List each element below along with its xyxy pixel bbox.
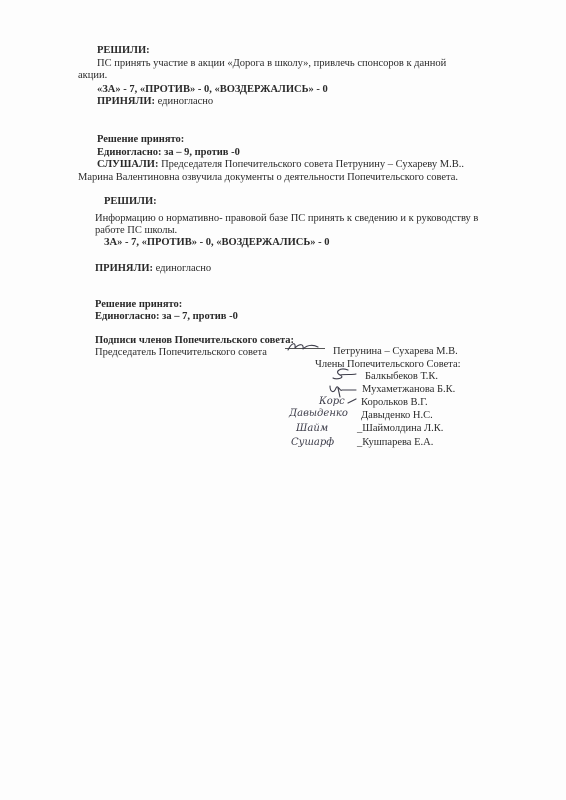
member-name: _Шаймолдина Л.К. (357, 423, 444, 434)
accepted-label: ПРИНЯЛИ: (97, 96, 155, 107)
chair-label: Председатель Попечительского совета (95, 347, 267, 358)
decision-text-line: акции. (78, 70, 108, 81)
heard-text-line: Марина Валентиновна озвучила документы о деятельности Попечительского совета. (78, 172, 459, 183)
heard-text: Председателя Попечительского совета Петрунину – Сухареву М.В.. (161, 159, 464, 170)
chair-name: Петрунина – Сухарева М.В. (333, 346, 458, 357)
accepted-line (95, 262, 211, 275)
member-signature-text: Давыденко (289, 408, 348, 419)
members-label: Члены Попечительского Совета: (315, 359, 461, 370)
member-signature (330, 366, 360, 382)
vote-line: ЗА» - 7, «ПРОТИВ» - 0, «ВОЗДЕРЖАЛИСЬ» - 0 (104, 237, 330, 248)
decision-accepted-heading: Решение принято: (97, 134, 185, 145)
decision-text-line: работе ПС школы. (95, 225, 178, 236)
accepted-line (97, 95, 213, 108)
decision-accepted-heading: Решение принято: (95, 299, 183, 310)
member-name: Мухаметжанова Б.К. (362, 384, 456, 395)
accepted-value: единогласно (155, 263, 212, 274)
decided-heading: РЕШИЛИ: (104, 196, 157, 207)
member-name: Балкыбеков Т.К. (365, 371, 439, 382)
heard-line (97, 158, 464, 171)
member-signature (290, 432, 346, 450)
unanimous-line: Единогласно: за – 7, против -0 (95, 311, 238, 322)
member-signature-text: Шайм (296, 423, 329, 434)
member-name: Корольков В.Г. (361, 397, 428, 408)
signatures-heading: Подписи членов Попечительского совета: (95, 335, 294, 346)
vote-line: «ЗА» - 7, «ПРОТИВ» - 0, «ВОЗДЕРЖАЛИСЬ» - 0 (97, 84, 328, 95)
heard-label: СЛУШАЛИ: (97, 159, 159, 170)
member-name: Давыденко Н.С. (361, 410, 433, 421)
chair-signature (286, 340, 320, 354)
decision-text-line: Информацию о нормативно- правовой базе ПС принять к сведению и к руководству в (95, 213, 479, 224)
accepted-value: единогласно (157, 96, 214, 107)
decided-heading: РЕШИЛИ: (97, 45, 150, 56)
member-name: _Кушпарева Е.А. (357, 437, 434, 448)
member-signature-text: Корс (319, 396, 345, 407)
accepted-label: ПРИНЯЛИ: (95, 263, 153, 274)
unanimous-line: Единогласно: за – 9, против -0 (97, 147, 240, 158)
decision-text-line: ПС принять участие в акции «Дорога в школу», привлечь спонсоров к данной (97, 58, 447, 69)
member-signature-text: Сушарф (291, 437, 335, 448)
